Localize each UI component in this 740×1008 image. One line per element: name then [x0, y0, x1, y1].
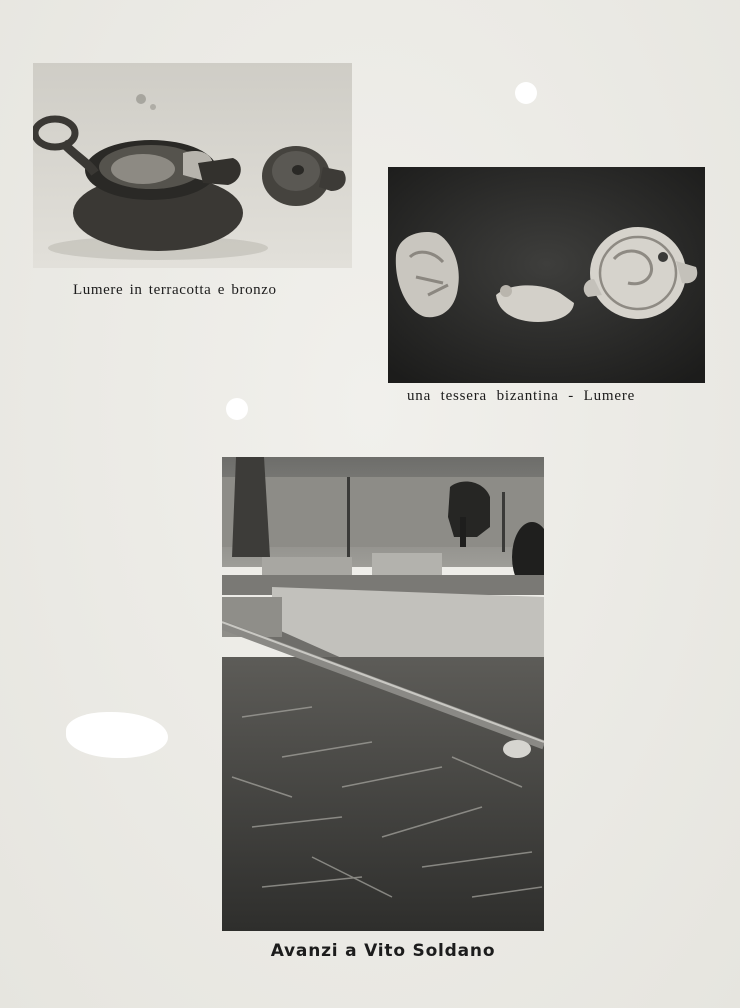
paper-blot-middle: [226, 398, 248, 420]
vito-soldano-remains-photo: [222, 457, 544, 931]
terracotta-bronze-lamps-caption: Lumere in terracotta e bronzo: [73, 282, 277, 298]
byzantine-tessera-lamps-photo: [388, 167, 705, 383]
vito-soldano-remains-caption: Avanzi a Vito Soldano: [270, 941, 496, 961]
paper-blot-top: [515, 82, 537, 104]
terracotta-bronze-lamps-photo: [33, 63, 352, 268]
byzantine-tessera-lamps-caption: una tessera bizantina - Lumere: [407, 388, 636, 404]
paper-blot-left: [66, 712, 168, 758]
